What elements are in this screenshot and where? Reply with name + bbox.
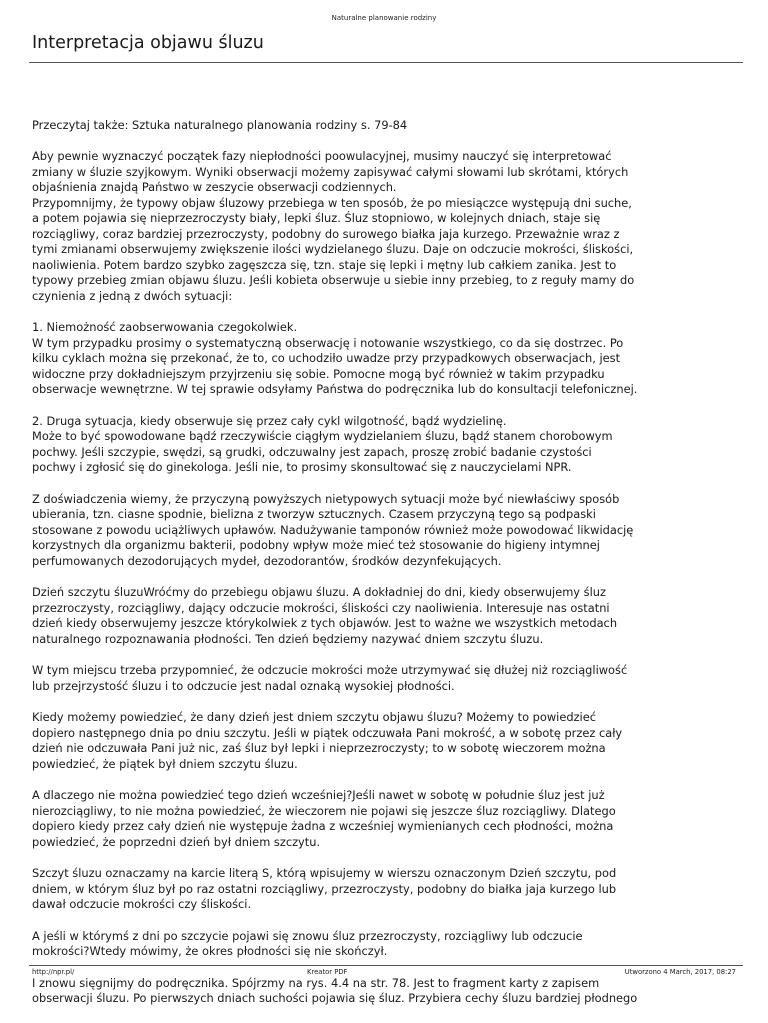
text-line: mokrości?Wtedy mówimy, że okres płodności się nie skończył.	[32, 944, 388, 958]
body-paragraph	[32, 929, 740, 960]
text-line: a potem pojawia się nieprzezroczysty biały, lepki śluz. Śluz stopniowo, w kolejnych dniach, staje się	[32, 211, 601, 225]
text-line: obserwacji śluzu. Po pierwszych dniach suchości pojawia się śluz. Przybiera cechy śluzu bardziej płodnego	[32, 991, 638, 1005]
body-paragraph	[32, 414, 740, 476]
body-paragraph	[32, 710, 740, 772]
text-line: powiedzieć, że poprzedni dzień był dniem szczytu.	[32, 834, 321, 849]
text-line: dzień kiedy obserwujemy jeszcze którykolwiek z tych objawów. Jest to ważne we wszystkich metodach	[32, 616, 618, 630]
body-paragraph	[32, 149, 740, 304]
text-line: 1. Niemożność zaobserwowania czegokolwiek.	[32, 320, 298, 334]
text-line: powiedzieć, że piątek był dniem szczytu śluzu.	[32, 756, 298, 771]
text-line: naoliwienia. Potem bardzo szybko zagęszcza się, tzn. staje się lepki i mętny lub całkiem zanika. Jest to	[32, 257, 617, 272]
text-line: Szczyt śluzu oznaczamy na karcie literą S, którą wpisujemy w wierszu oznaczonym Dzień szczytu, pod	[32, 866, 617, 880]
text-line: A jeśli w którymś z dni po szczycie pojawi się znowu śluz przezroczysty, rozciągliwy lub odczucie	[32, 928, 583, 943]
footer-generator: Kreator PDF	[307, 968, 348, 976]
text-line: lub przejrzystość śluzu i to odczucie jest nadal oznaką wysokiej płodności.	[32, 678, 455, 693]
text-line: przezroczysty, rozciągliwy, dający odczucie mokrości, śliskości czy naoliwienia. Interesuje nas ostatni	[32, 600, 610, 615]
body-paragraph	[32, 320, 740, 398]
text-line: naturalnego rozpoznawania płodności. Ten dzień będziemy nazywać dniem szczytu śluzu.	[32, 631, 544, 646]
body-paragraph	[32, 976, 740, 1007]
title-divider	[29, 62, 743, 63]
text-line: W tym przypadku prosimy o systematyczną obserwację i notowanie wszystkiego, co da się dostrzec. Po	[32, 335, 624, 350]
text-line: kilku cyklach można się przekonać, że to, co uchodziło uwadze przy przypadkowych obserwacjach, jest	[32, 351, 621, 365]
text-line: Dzień szczytu śluzuWróćmy do przebiegu objawu śluzu. A dokładniej do dni, kiedy obserwujemy śluz	[32, 585, 606, 599]
text-line: dzień nie odczuwała Pani już nic, zaś śluz był lepki i nieprzezroczysty; to w sobotę wieczorem można	[32, 741, 606, 755]
text-line: nierozciągliwy, to nie można powiedzieć, że wieczorem nie pojawi się jeszcze śluz rozciągliwy. Dlatego	[32, 803, 616, 818]
text-line: Kiedy możemy powiedzieć, że dany dzień jest dniem szczytu objawu śluzu? Możemy to powiedzieć	[32, 710, 596, 724]
text-line: stosowane z powodu uciążliwych upławów. Nadużywanie tamponów również może powodować likwidację	[32, 522, 634, 537]
text-line: dniem, w którym śluz był po raz ostatni rozciągliwy, przezroczysty, podobny do białka jaja kurzego lub	[32, 881, 617, 896]
text-line: widoczne przy dokładniejszym przyjrzeniu się sobie. Pomocne mogą być również w takim przypadku	[32, 366, 605, 381]
body-paragraph	[32, 866, 740, 913]
footer-url: http://npr.pl/	[32, 968, 75, 976]
text-line: pochwy. Jeśli szczypie, swędzi, są grudki, odczuwalny jest zapach, proszę zrobić badanie czystości	[32, 444, 592, 459]
text-line: typowy przebieg zmian objawu śluzu. Jeśli kobieta obserwuje u siebie inny przebieg, to z reguły mamy do	[32, 273, 635, 287]
text-line: pochwy i zgłosić się do ginekologa. Jeśli nie, to prosimy skonsultować się z nauczycielami NPR.	[32, 460, 572, 474]
body-paragraph	[32, 788, 740, 850]
page-title: Interpretacja objawu śluzu	[32, 33, 264, 53]
text-line: dopiero następnego dnia po dniu szczytu. Jeśli w piątek odczuwała Pani mokrość, a w sobotę przez cały	[32, 725, 623, 740]
text-line: dawał odczucie mokrości czy śliskości.	[32, 897, 252, 911]
text-line: objaśnienia znajdą Państwo w zeszycie obserwacji codziennych.	[32, 180, 397, 194]
footer-divider	[29, 965, 743, 966]
article-body	[32, 149, 740, 1023]
see-also-note: Przeczytaj także: Sztuka naturalnego planowania rodziny s. 79-84	[32, 118, 408, 132]
footer-created-date: Utworzono 4 March, 2017, 08:27	[624, 968, 736, 976]
text-line: zmiany w śluzie szyjkowym. Wyniki obserwacji możemy zapisywać całymi słowami lub skrótami, których	[32, 164, 629, 179]
text-line: 2. Druga sytuacja, kiedy obserwuje się przez cały cykl wilgotność, bądź wydzielinę.	[32, 413, 507, 428]
text-line: Z doświadczenia wiemy, że przyczyną powyższych nietypowych sytuacji może być niewłaściwy sposób	[32, 491, 620, 506]
text-line: korzystnych dla organizmu bakterii, podobny wpływ może mieć też stosowanie do higieny intymnej	[32, 538, 600, 552]
text-line: Przypomnijmy, że typowy objaw śluzowy przebiega w ten sposób, że po miesiączce występują dni suche,	[32, 195, 632, 210]
text-line: I znowu sięgnijmy do podręcznika. Spójrzmy na rys. 4.4 na str. 78. Jest to fragment karty z zapisem	[32, 975, 600, 990]
text-line: rozciągliwy, coraz bardziej przezroczysty, podobny do surowego białka jaja kurzego. Przeważnie wraz z	[32, 226, 620, 241]
text-line: Może to być spowodowane bądź rzeczywiście ciągłym wydzielaniem śluzu, bądź stanem chorobowym	[32, 429, 613, 443]
text-line: ubierania, tzn. ciasne spodnie, bielizna z tworzyw sztucznych. Czasem przyczyną tego są podpaski	[32, 507, 596, 521]
text-line: tymi zmianami obserwujemy zwiększenie ilości wydzielanego śluzu. Daje on odczucie mokrości, śliskości,	[32, 242, 634, 256]
text-line: W tym miejscu trzeba przypomnieć, że odczucie mokrości może utrzymywać się dłużej niż rozciągliwość	[32, 663, 628, 677]
text-line: dopiero kiedy przez cały dzień nie występuje żadna z wcześniej wymienianych cech płodności, można	[32, 819, 614, 833]
body-paragraph	[32, 585, 740, 647]
page-footer	[32, 968, 736, 978]
text-line: Aby pewnie wyznaczyć początek fazy niepłodności poowulacyjnej, musimy nauczyć się interpretować	[32, 149, 612, 163]
text-line: A dlaczego nie można powiedzieć tego dzień wcześniej?Jeśli nawet w sobotę w południe śluz jest już	[32, 788, 605, 802]
text-line: czynienia z jedną z dwóch sytuacji:	[32, 288, 233, 303]
text-line: obserwacje wewnętrzne. W tej sprawie odsyłamy Państwa do podręcznika lub do konsultacji telefonicznej.	[32, 382, 638, 396]
text-line: perfumowanych dezodorujących mydeł, dezodorantów, środków dezynfekujących.	[32, 553, 502, 568]
running-header: Naturalne planowanie rodziny	[331, 14, 437, 22]
body-paragraph	[32, 663, 740, 694]
body-paragraph	[32, 492, 740, 570]
